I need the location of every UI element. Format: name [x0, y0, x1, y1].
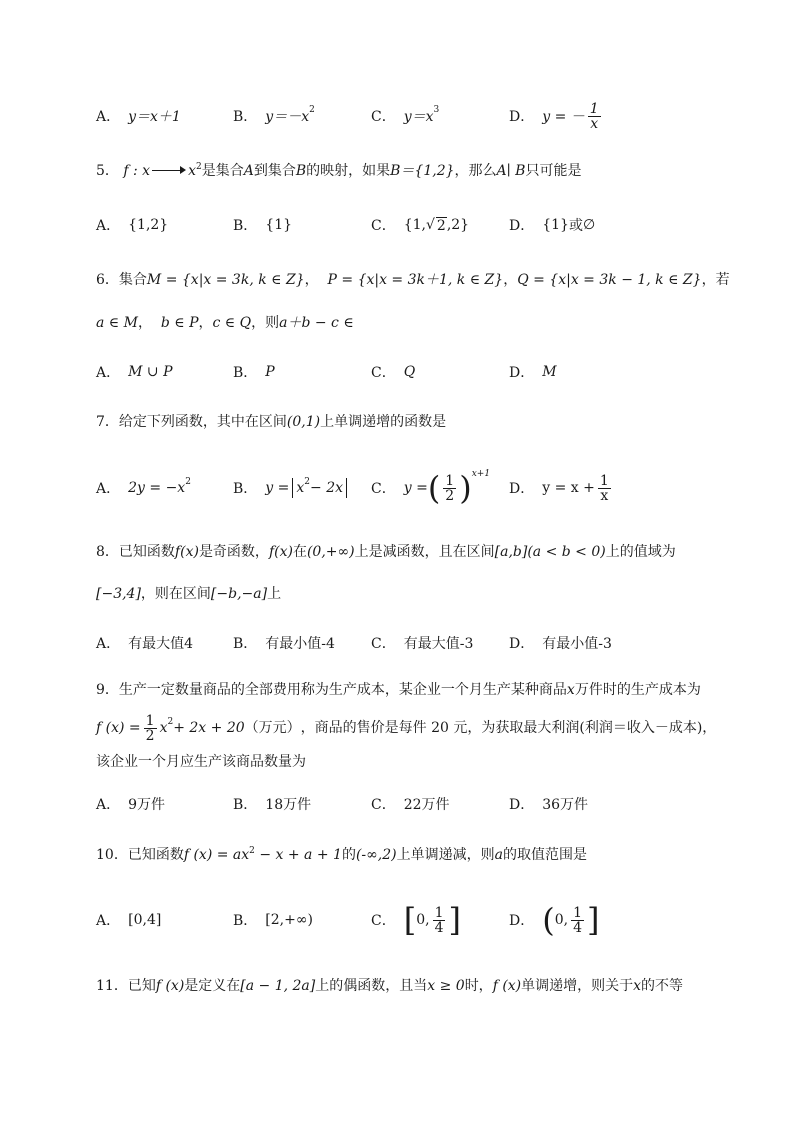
- q8-option-c[interactable]: C． 有最大值-3: [371, 636, 474, 652]
- abs-bar-right: [346, 478, 347, 498]
- q8-stem-line2: [−3,4]，则在区间[−b,−a]上: [96, 586, 282, 602]
- q8-option-d[interactable]: D． 有最小值-3: [509, 636, 612, 652]
- q8-stem-line1: 8．已知函数f(x)是奇函数，f(x)在(0,+∞)上是减函数，且在区间[a,b](a < b < 0)上的值域为: [96, 544, 676, 560]
- q7-option-c[interactable]: C． y = ( $\frac{1}{2}$ ) x+1: [371, 469, 491, 507]
- fraction: $\frac{1}{4}$: [434, 904, 444, 936]
- q6-stem-line2: a ∈ M， b ∈ P，c ∈ Q，则a＋b − c ∈: [96, 315, 354, 331]
- q10-options: [96, 898, 736, 942]
- q9-option-d[interactable]: D． 36万件: [509, 797, 589, 813]
- q6-stem-line1: 6．集合M = {x|x = 3k, k ∈ Z}， P = {x|x = 3k＋1, k ∈ Z}，Q = {x|x = 3k − 1, k ∈ Z}，若: [96, 272, 730, 288]
- fraction: $\frac{1}{4}$: [573, 904, 582, 936]
- q7-options: [96, 466, 736, 510]
- q9-option-b[interactable]: B． 18万件: [233, 797, 312, 813]
- q5-option-a[interactable]: A． {1,2}: [96, 217, 169, 234]
- paren-left: (: [427, 469, 441, 507]
- q9-stem-line1: 9．生产一定数量商品的全部费用称为生产成本，某企业一个月生产某种商品x万件时的生产成本为: [96, 682, 701, 698]
- fraction: $\frac{1}{2}$: [445, 472, 455, 504]
- q6-option-a[interactable]: A． M ∪ P: [96, 364, 173, 381]
- q6-option-c[interactable]: C． Q: [371, 364, 416, 381]
- q5-option-b[interactable]: B． {1}: [233, 217, 293, 234]
- q10-stem: 10．已知函数f $(x) = ax^2 - x + a + 1$的(-∞,2)上单调递减，则a的取值范围是: [96, 846, 587, 863]
- paren-right: ): [459, 469, 472, 507]
- q4-options: [96, 96, 736, 136]
- q8-options: [96, 623, 736, 663]
- q5-stem: 5． f : x $x^2$是集合A到集合B的映射，如果B＝{1,2}，那么A∣ B只可能是: [96, 162, 582, 179]
- bracket-left: [: [403, 901, 417, 939]
- bracket-right: ]: [448, 901, 461, 939]
- bracket-right: ]: [587, 901, 600, 939]
- q7-option-a[interactable]: A． 2y = −x 2: [96, 477, 191, 497]
- q11-stem: 11．已知f (x)是定义在[a − 1, 2a]上的偶函数，且当x ≥ 0时，f (x)单调递增，则关于x的不等: [96, 978, 684, 994]
- fraction: $\frac{1}{x}$: [589, 100, 599, 132]
- q6-option-d[interactable]: D． M: [509, 364, 557, 381]
- fraction: $\frac{1}{x}$: [599, 472, 609, 504]
- q10-option-d[interactable]: D． ( 0, $\frac{1}{4}$ ]: [509, 901, 600, 939]
- q7-stem: 7．给定下列函数，其中在区间(0,1)上单调递增的函数是: [96, 414, 447, 430]
- q4-option-a[interactable]: A． y＝x＋1: [96, 109, 181, 125]
- sqrt-sign-icon: √: [425, 217, 435, 233]
- q10-option-c[interactable]: C． [ 0, $\frac{1}{4}$ ]: [371, 901, 461, 939]
- q4-option-c[interactable]: C． y＝x 3: [371, 105, 440, 125]
- paren-left: (: [542, 901, 555, 939]
- q9-option-c[interactable]: C． 22万件: [371, 797, 450, 813]
- fraction: $\frac{1}{2}$: [145, 712, 155, 744]
- mapping-arrow-icon: [152, 166, 186, 176]
- q5-option-c[interactable]: C． {1, √ 2 ,2}: [371, 217, 470, 234]
- q9-stem-line3: 该企业一个月应生产该商品数量为: [96, 754, 306, 770]
- q5-options: [96, 205, 736, 245]
- q7-option-b[interactable]: B． y = x 2 − 2x: [233, 466, 350, 510]
- q5-option-d[interactable]: D． {1} 或 ∅: [509, 217, 596, 234]
- q9-option-a[interactable]: A． 9万件: [96, 797, 166, 813]
- abs-bar-left: [292, 478, 293, 498]
- q4-option-d[interactable]: D． y = － $\frac{1}{x}$: [509, 100, 599, 132]
- q6-option-b[interactable]: B． P: [233, 364, 275, 381]
- q10-option-b[interactable]: B． [2,+∞): [233, 912, 313, 929]
- q8-option-a[interactable]: A． 有最大值4: [96, 636, 194, 652]
- q7-option-d[interactable]: D． y = x + $\frac{1}{x}$: [509, 472, 609, 504]
- q9-options: [96, 784, 736, 824]
- q8-option-b[interactable]: B． 有最小值-4: [233, 636, 335, 652]
- q6-options: [96, 352, 736, 392]
- q9-stem-line2: f (x) = $\frac{1}{2}$ x 2 + 2x + 20 （万元） ，商品的售价是每件 20 元，为获取最大利润(利润＝收入－成本)，: [96, 712, 717, 744]
- q10-option-a[interactable]: A． [0,4]: [96, 912, 162, 929]
- q4-option-b[interactable]: B． y＝－x 2: [233, 105, 315, 125]
